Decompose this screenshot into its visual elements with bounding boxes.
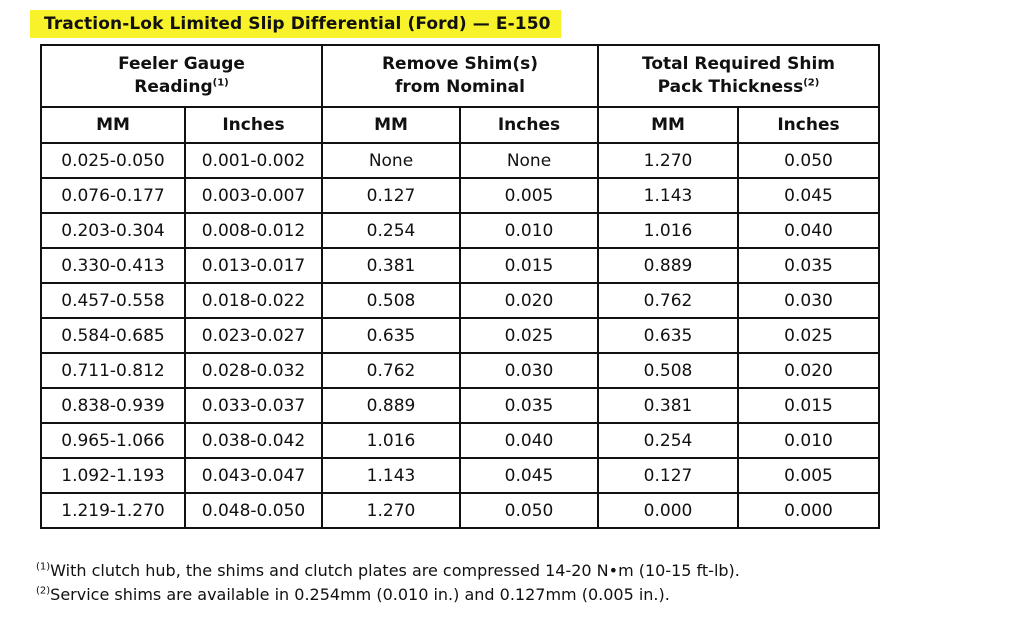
table-cell: 0.838-0.939 <box>41 388 185 423</box>
table-cell: 0.001-0.002 <box>185 143 322 178</box>
table-cell: 0.127 <box>598 458 738 493</box>
table-cell: 0.030 <box>738 283 879 318</box>
unit-header-total-inches: Inches <box>738 107 879 143</box>
table-cell: 0.254 <box>322 213 460 248</box>
unit-header-row <box>41 107 879 143</box>
remove-shims-header-line1: Remove Shim(s) <box>381 54 539 74</box>
table-cell: 0.584-0.685 <box>41 318 185 353</box>
footnote-2-mark: (2) <box>36 585 51 597</box>
unit-header-total-mm: MM <box>598 107 738 143</box>
table-cell: 0.025 <box>738 318 879 353</box>
table-cell: 0.762 <box>598 283 738 318</box>
table-row <box>41 248 879 283</box>
table-row <box>41 318 879 353</box>
table-row <box>41 143 879 178</box>
feeler-gauge-header-line2: Reading <box>134 77 213 97</box>
table-cell: 0.005 <box>738 458 879 493</box>
table-cell: 0.010 <box>738 423 879 458</box>
table-cell: 0.045 <box>738 178 879 213</box>
unit-header-feeler-inches: Inches <box>185 107 322 143</box>
table-cell: 0.889 <box>598 248 738 283</box>
table-cell: None <box>460 143 598 178</box>
table-row <box>41 178 879 213</box>
remove-shims-header-line2: from Nominal <box>395 77 525 97</box>
table-cell: 0.635 <box>322 318 460 353</box>
table-cell: 0.040 <box>738 213 879 248</box>
footnote-1-ref: (1) <box>212 77 229 89</box>
table-row <box>41 353 879 388</box>
table-cell: 0.508 <box>322 283 460 318</box>
table-cell: 1.143 <box>598 178 738 213</box>
table-cell: 0.018-0.022 <box>185 283 322 318</box>
table-cell: 0.028-0.032 <box>185 353 322 388</box>
table-cell: 0.076-0.177 <box>41 178 185 213</box>
table-cell: 0.035 <box>460 388 598 423</box>
feeler-gauge-header-line1: Feeler Gauge <box>118 54 245 74</box>
footnote-1 <box>36 561 740 580</box>
table-cell: 0.023-0.027 <box>185 318 322 353</box>
table-cell: 0.045 <box>460 458 598 493</box>
footnote-2-ref: (2) <box>803 77 820 89</box>
table-cell: 0.127 <box>322 178 460 213</box>
table-row <box>41 458 879 493</box>
table-cell: 0.005 <box>460 178 598 213</box>
table-cell: 0.050 <box>738 143 879 178</box>
table-cell: 1.143 <box>322 458 460 493</box>
table-cell: 0.010 <box>460 213 598 248</box>
table-cell: 0.381 <box>322 248 460 283</box>
unit-header-remove-inches: Inches <box>460 107 598 143</box>
footnote-1-mark: (1) <box>36 561 51 573</box>
total-shim-pack-header-line1: Total Required Shim <box>642 54 835 74</box>
table-cell: 0.635 <box>598 318 738 353</box>
table-cell: 0.003-0.007 <box>185 178 322 213</box>
table-cell: 0.254 <box>598 423 738 458</box>
table-cell: 0.457-0.558 <box>41 283 185 318</box>
table-cell: 1.092-1.193 <box>41 458 185 493</box>
table-cell: 0.020 <box>460 283 598 318</box>
table-cell: 0.965-1.066 <box>41 423 185 458</box>
table-cell: 0.030 <box>460 353 598 388</box>
table-cell: 0.048-0.050 <box>185 493 322 528</box>
shim-spec-table <box>40 44 880 529</box>
table-cell: 0.050 <box>460 493 598 528</box>
table-cell: 1.016 <box>598 213 738 248</box>
table-row <box>41 423 879 458</box>
table-cell: 0.015 <box>460 248 598 283</box>
table-cell: None <box>322 143 460 178</box>
table-cell: 0.711-0.812 <box>41 353 185 388</box>
page-title: Traction-Lok Limited Slip Differential (Ford) — E-150 <box>30 10 561 38</box>
table-cell: 0.889 <box>322 388 460 423</box>
table-cell: 0.008-0.012 <box>185 213 322 248</box>
table-cell: 0.381 <box>598 388 738 423</box>
table-cell: 0.015 <box>738 388 879 423</box>
table-cell: 0.762 <box>322 353 460 388</box>
table-cell: 0.033-0.037 <box>185 388 322 423</box>
table-cell: 0.330-0.413 <box>41 248 185 283</box>
footnote-1-text: With clutch hub, the shims and clutch plates are compressed 14-20 N•m (10-15 ft-lb). <box>50 561 740 580</box>
feeler-gauge-header <box>41 45 322 107</box>
table-row <box>41 388 879 423</box>
total-shim-pack-header <box>598 45 879 107</box>
remove-shims-header <box>322 45 598 107</box>
unit-header-feeler-mm: MM <box>41 107 185 143</box>
table-cell: 1.270 <box>598 143 738 178</box>
table-cell: 0.035 <box>738 248 879 283</box>
table-row <box>41 213 879 248</box>
table-cell: 0.038-0.042 <box>185 423 322 458</box>
table-cell: 0.000 <box>738 493 879 528</box>
table-cell: 0.020 <box>738 353 879 388</box>
table-cell: 0.508 <box>598 353 738 388</box>
unit-header-remove-mm: MM <box>322 107 460 143</box>
table-cell: 0.040 <box>460 423 598 458</box>
table-row <box>41 493 879 528</box>
table-cell: 1.016 <box>322 423 460 458</box>
table-row <box>41 283 879 318</box>
table-cell: 0.000 <box>598 493 738 528</box>
total-shim-pack-header-line2: Pack Thickness <box>657 77 804 97</box>
table-cell: 0.013-0.017 <box>185 248 322 283</box>
table-cell: 0.025-0.050 <box>41 143 185 178</box>
footnote-2 <box>36 585 670 604</box>
table-cell: 0.203-0.304 <box>41 213 185 248</box>
footnote-2-text: Service shims are available in 0.254mm (0.010 in.) and 0.127mm (0.005 in.). <box>50 585 670 604</box>
table-cell: 0.043-0.047 <box>185 458 322 493</box>
table-cell: 1.270 <box>322 493 460 528</box>
table-cell: 1.219-1.270 <box>41 493 185 528</box>
table-cell: 0.025 <box>460 318 598 353</box>
group-header-row <box>41 45 879 107</box>
